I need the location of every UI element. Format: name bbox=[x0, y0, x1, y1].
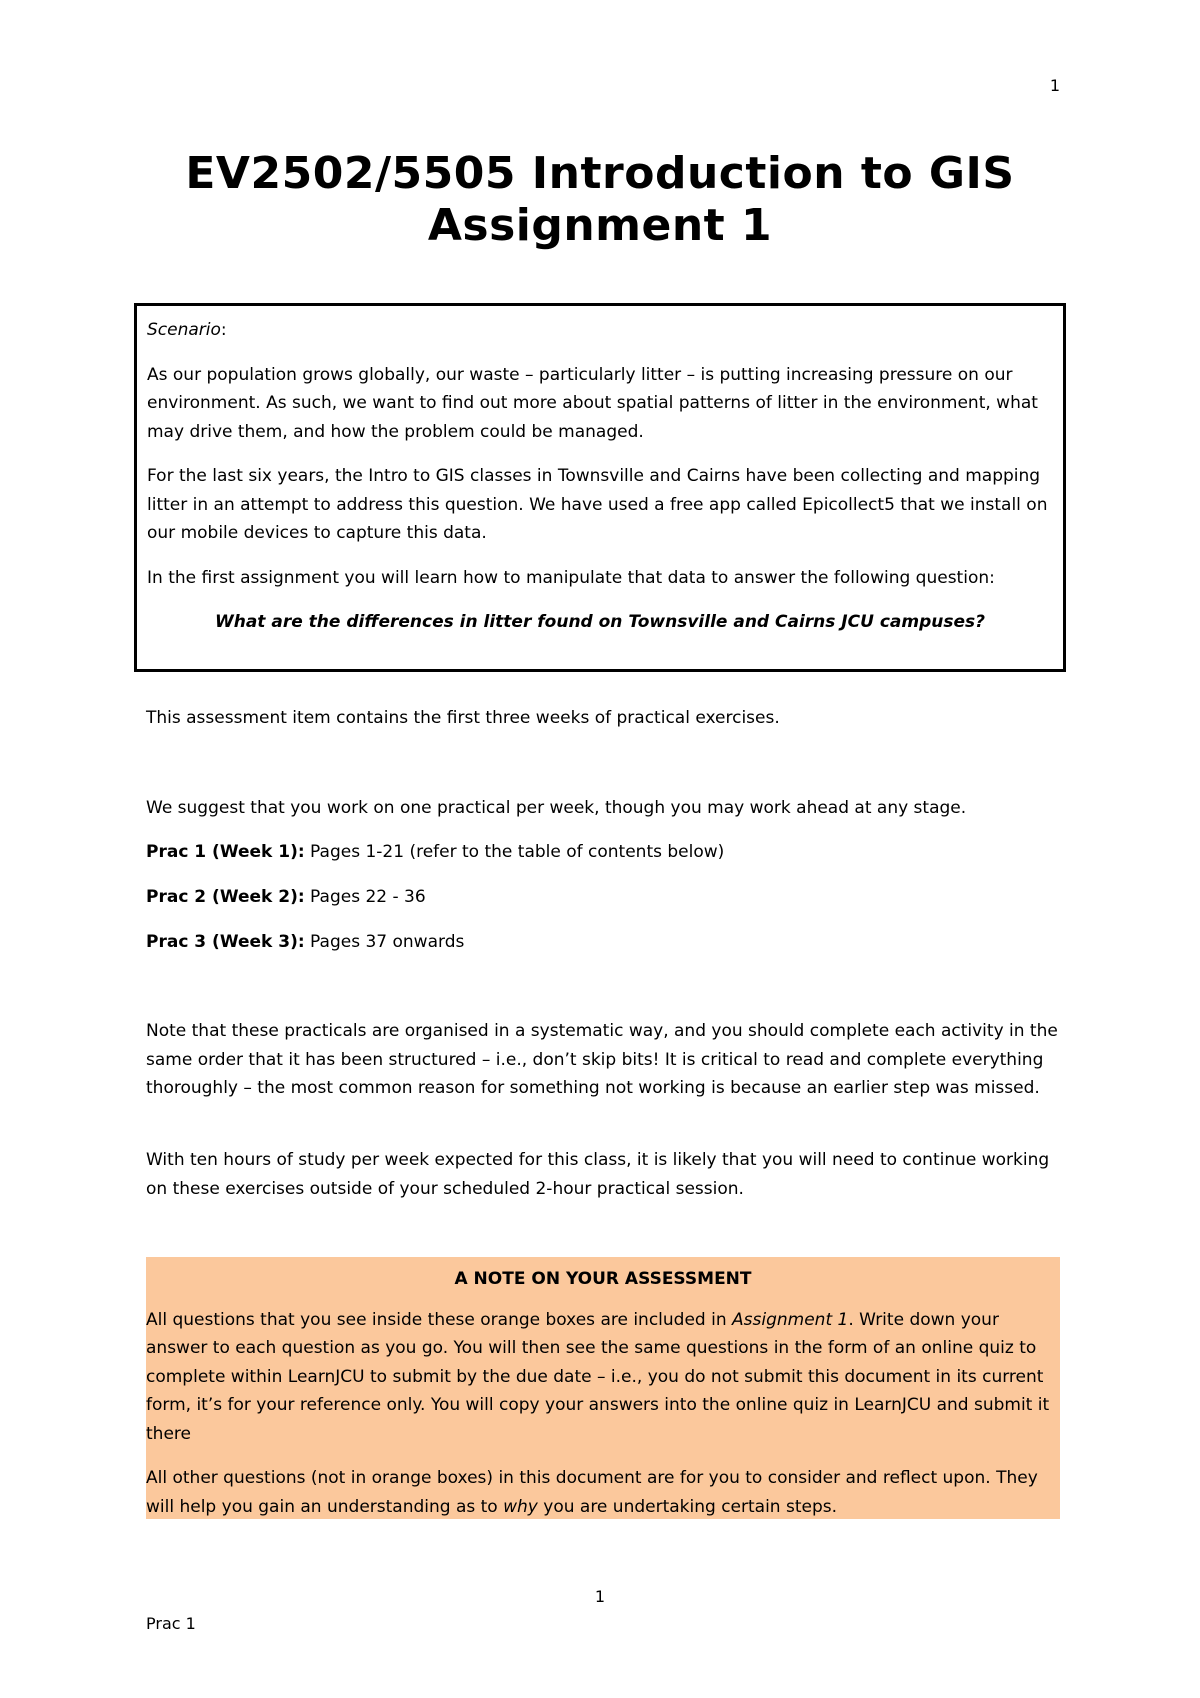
scenario-heading bbox=[147, 316, 1053, 345]
scenario-paragraph-2: For the last six years, the Intro to GIS classes in Townsville and Cairns have been collecting and mapping litter in an attempt to address this question. We have used a free app called Epicollect5 that we install on our mobile devices to capture this data. bbox=[147, 466, 1048, 543]
scenario-label-colon: : bbox=[220, 320, 227, 340]
assessment-note-paragraph-1 bbox=[146, 1306, 1060, 1449]
title-line-1: EV2502/5505 Introduction to GIS bbox=[185, 148, 1015, 199]
assessment-p1-after: . Write down your answer to each question as you go. You will then see the same questions in the form of an online quiz to complete within LearnJCU to submit by the due date – i.e., you do not submit this document in its current form, it’s for your reference only. You will copy your answers into the online quiz in LearnJCU and submit it there bbox=[146, 1309, 1050, 1444]
assessment-note-heading: A NOTE ON YOUR ASSESSMENT bbox=[454, 1269, 752, 1289]
study-hours-note: With ten hours of study per week expected for this class, it is likely that you will need to continue working on these exercises outside of your scheduled 2-hour practical session. bbox=[146, 1150, 1050, 1199]
prac-2-pages: Pages 22 - 36 bbox=[304, 887, 426, 907]
prac-3-pages: Pages 37 onwards bbox=[304, 932, 465, 952]
footer-page-number: 1 bbox=[594, 1587, 606, 1606]
prac-2-line bbox=[146, 883, 1066, 912]
footer-label: Prac 1 bbox=[146, 1614, 196, 1633]
assessment-p2-before: All other questions (not in orange boxes) in this document are for you to consider and reflect upon. They will help you gain an understanding as to bbox=[146, 1468, 1038, 1517]
assessment-note-paragraph-2 bbox=[146, 1464, 1060, 1521]
scenario-question: What are the differences in litter found on Townsville and Cairns JCU campuses? bbox=[214, 612, 985, 632]
assessment-note-box bbox=[146, 1257, 1060, 1519]
suggestion-text: We suggest that you work on one practical per week, though you may work ahead at any stage. bbox=[146, 798, 967, 818]
scenario-paragraph-1: As our population grows globally, our waste – particularly litter – is putting increasing pressure on our environment. As such, we want to find out more about spatial patterns of litter in the environment, what may drive them, and how the problem could be managed. bbox=[147, 364, 1038, 442]
prac-3-line bbox=[146, 928, 1066, 957]
assessment-p1-before: All questions that you see inside these orange boxes are included in bbox=[146, 1309, 733, 1330]
prac-1-pages: Pages 1-21 (refer to the table of contents below) bbox=[304, 842, 725, 862]
prac-1-line bbox=[146, 838, 1066, 867]
systematic-note: Note that these practicals are organised in a systematic way, and you should complete each activity in the same order that it has been structured – i.e., don’t skip bits! It is critical to read and complete everything thoroughly – the most common reason for something not working is because an earlier step was missed. bbox=[146, 1021, 1058, 1098]
header-page-number: 1 bbox=[1049, 76, 1060, 95]
prac-1-label: Prac 1 (Week 1): bbox=[146, 842, 305, 862]
document-title bbox=[0, 148, 1200, 252]
scenario-box bbox=[134, 303, 1066, 672]
assessment-p2-italic: why bbox=[503, 1496, 538, 1517]
title-line-2: Assignment 1 bbox=[427, 200, 773, 251]
assessment-p2-after: you are undertaking certain steps. bbox=[537, 1496, 838, 1517]
prac-2-label: Prac 2 (Week 2): bbox=[146, 887, 305, 907]
scenario-label: Scenario bbox=[147, 320, 221, 340]
assessment-contents-text: This assessment item contains the first three weeks of practical exercises. bbox=[146, 708, 780, 728]
scenario-paragraph-3: In the first assignment you will learn how to manipulate that data to answer the following question: bbox=[147, 567, 995, 588]
assessment-p1-italic: Assignment 1 bbox=[732, 1309, 849, 1330]
prac-3-label: Prac 3 (Week 3): bbox=[146, 932, 305, 952]
